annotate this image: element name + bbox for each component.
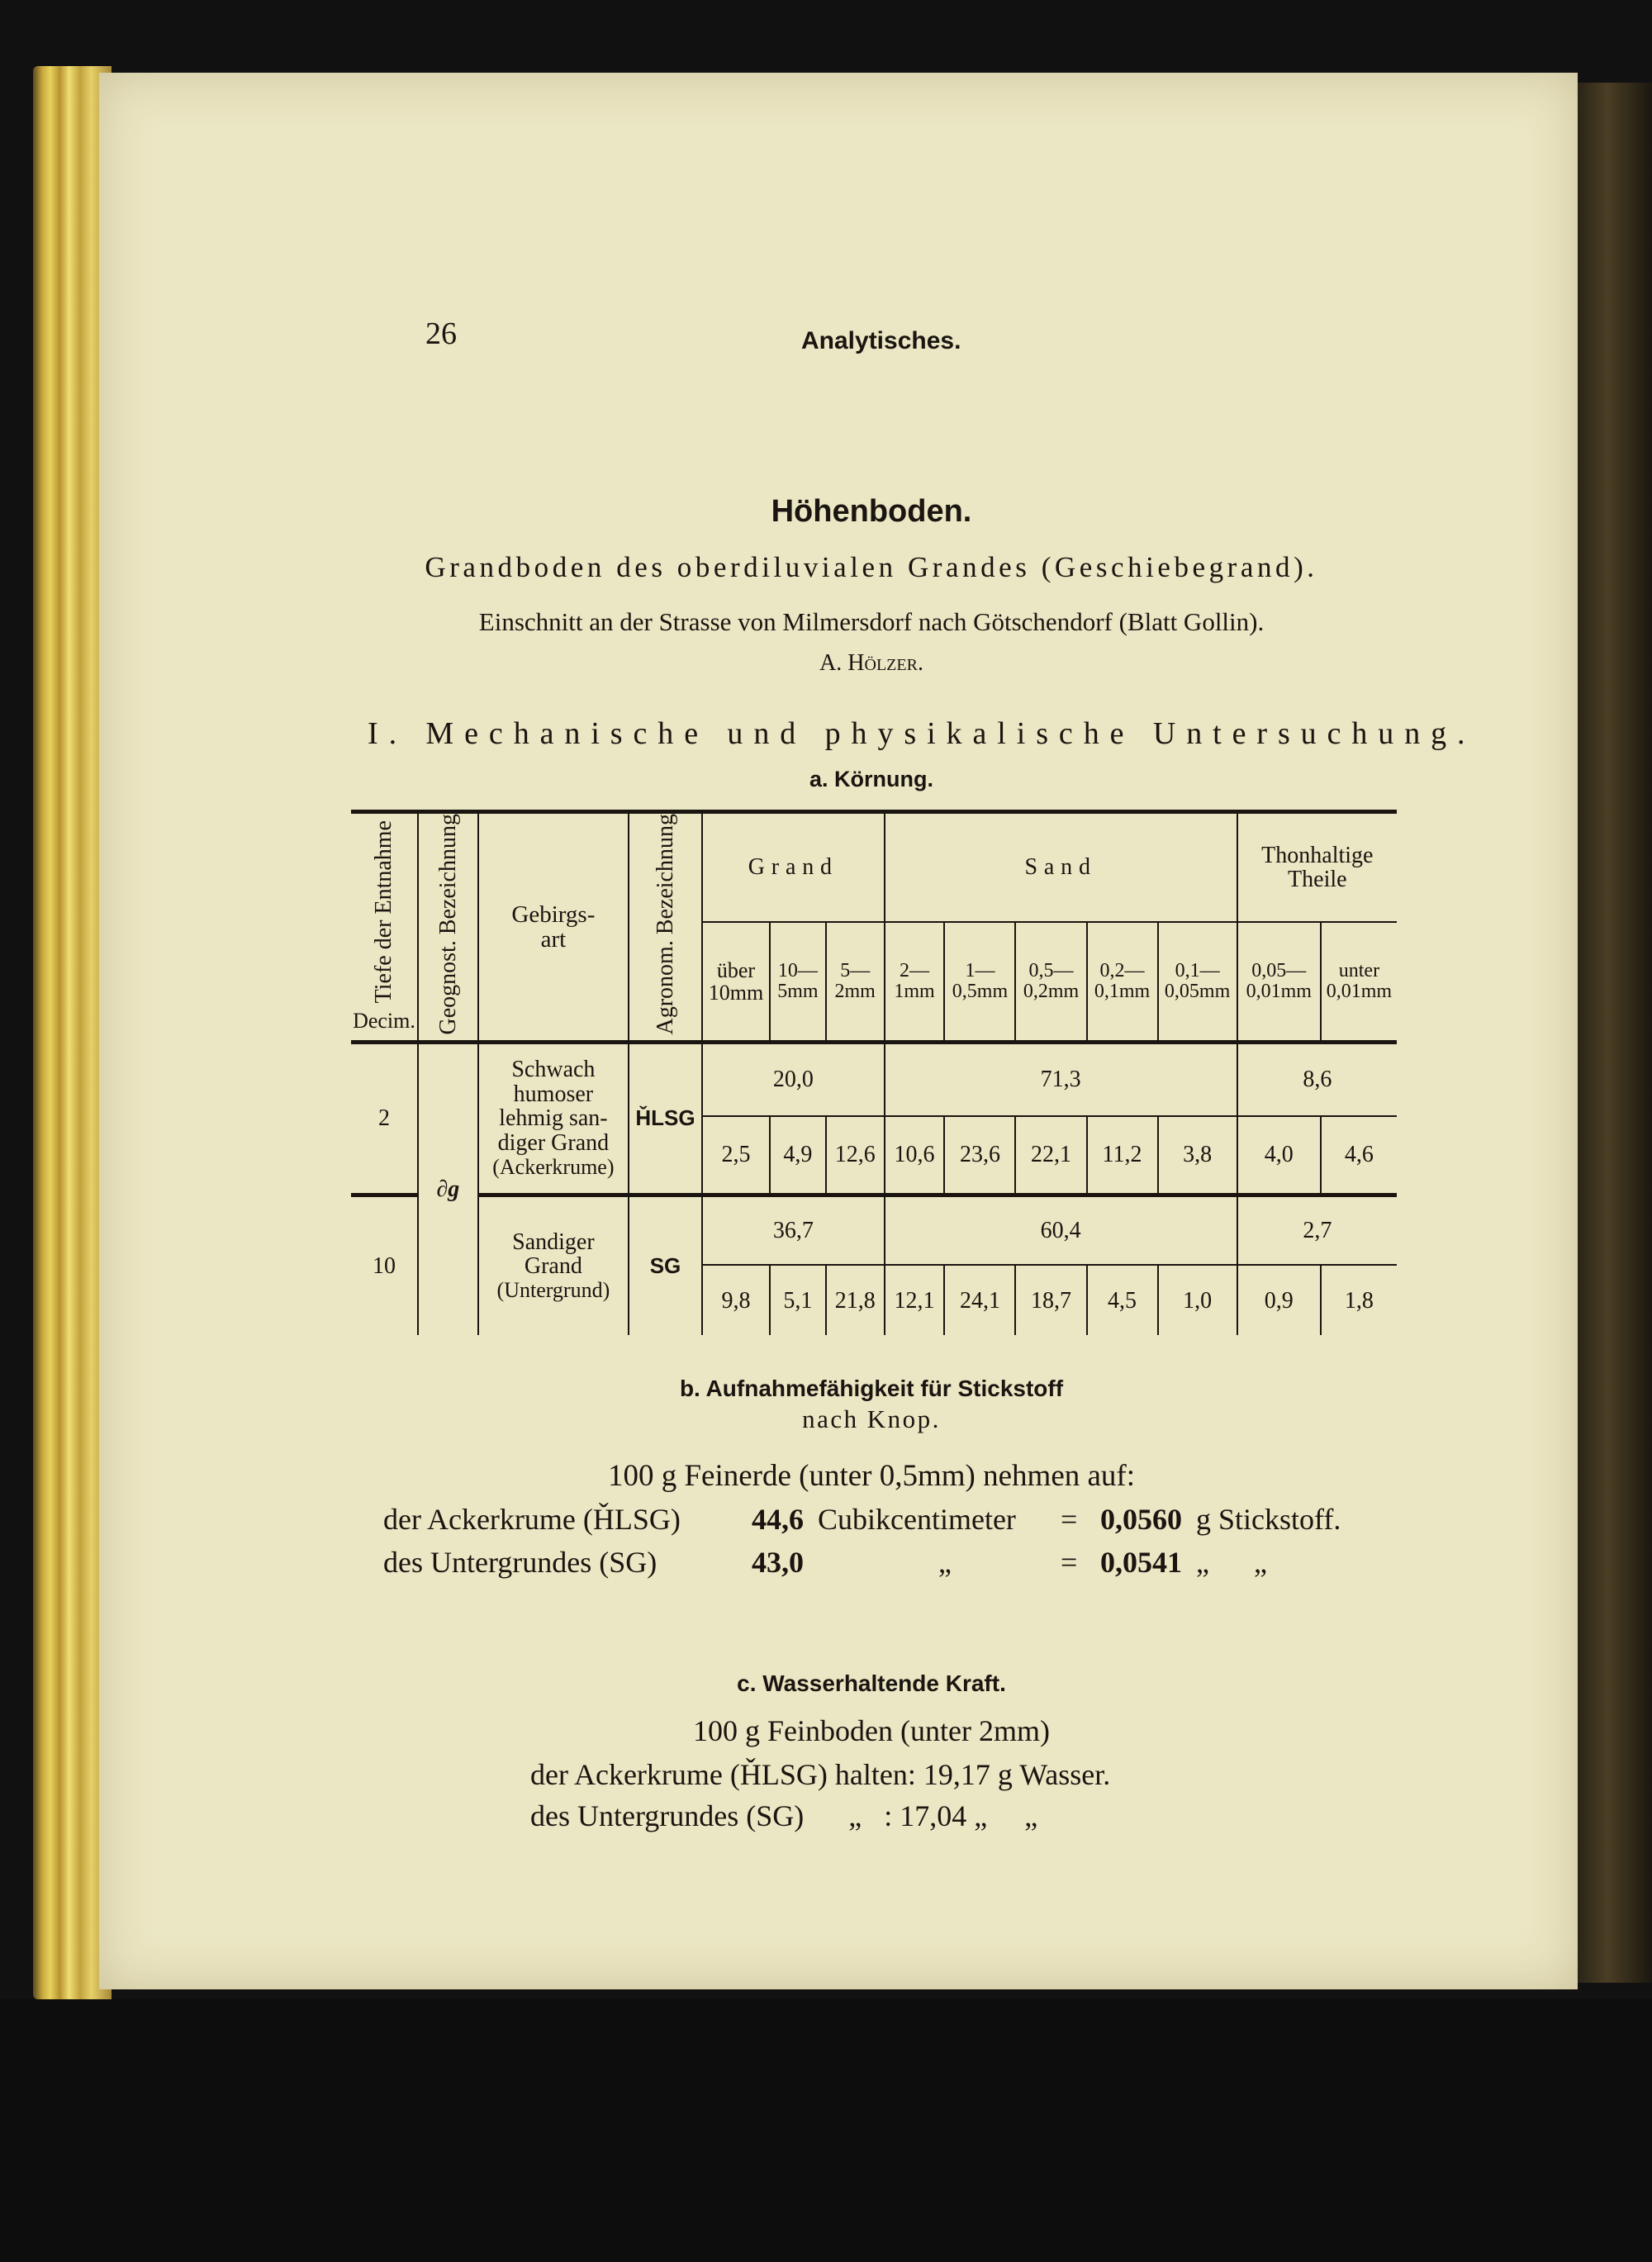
row1-value: 10,6 — [885, 1116, 945, 1195]
row2-depth: 10 — [351, 1195, 418, 1335]
b-line2-tail: „ „ — [1196, 1546, 1267, 1579]
row1-value: 12,6 — [826, 1116, 885, 1195]
sub-col-4: 2— 1mm — [885, 922, 945, 1042]
row2-value: 21,8 — [826, 1265, 885, 1335]
row1-value: 3,8 — [1158, 1116, 1237, 1195]
header-sand: Sand — [885, 812, 1237, 923]
row1-value: 4,9 — [770, 1116, 826, 1195]
b-line1-unit: Cubikcentimeter — [818, 1503, 1016, 1536]
author: A. Hölzer. — [819, 650, 923, 676]
header-thon: Thonhaltige Theile — [1237, 812, 1397, 923]
header-depth-unit: Decim. — [353, 1009, 415, 1034]
subsection-b-subtitle: nach Knop. — [802, 1404, 941, 1433]
background — [0, 1999, 1652, 2262]
row2-gebirgsart-text: Sandiger Grand — [512, 1228, 595, 1279]
subsection-b-intro: 100 g Feinerde (unter 0,5mm) nehmen auf: — [607, 1459, 1136, 1493]
running-title: Analytisches. — [801, 327, 961, 354]
subsection-c-intro: 100 g Feinboden (unter 2mm) — [693, 1714, 1050, 1747]
row2-value: 18,7 — [1015, 1265, 1086, 1335]
row2-value: 12,1 — [885, 1265, 945, 1335]
header-agronom — [629, 812, 702, 1043]
header-gebirgsart-label: Gebirgs-art — [511, 901, 596, 953]
header-agronom-label: Agronom. Bezeichnung — [652, 814, 678, 1035]
sub-col-9: 0,05— 0,01mm — [1237, 922, 1321, 1042]
binding-shadow — [1578, 83, 1652, 1983]
row1-value: 4,0 — [1237, 1116, 1321, 1195]
sub-col-1: über 10mm — [702, 922, 770, 1042]
sub-col-10: unter 0,01mm — [1321, 922, 1397, 1042]
row1-sand-total: 71,3 — [885, 1042, 1237, 1116]
row1-value: 11,2 — [1087, 1116, 1158, 1195]
header-geognost — [418, 812, 478, 1043]
subtitle: Grandboden des oberdiluvialen Grandes (Geschiebegrand). — [425, 551, 1318, 583]
grain-size-table — [351, 810, 1397, 1335]
row2-gebirgsart — [478, 1195, 629, 1335]
sub-col-3: 5— 2mm — [826, 922, 885, 1042]
sub-col-5: 1— 0,5mm — [944, 922, 1015, 1042]
b-line1-result: 0,0560 — [1100, 1503, 1182, 1536]
b-line2-value: 43,0 — [752, 1546, 804, 1579]
subsection-c-title: c. Wasserhaltende Kraft. — [737, 1670, 1006, 1696]
page-title: Höhenboden. — [771, 494, 972, 529]
row1-depth: 2 — [351, 1042, 418, 1195]
b-line2-ditto: „ — [938, 1546, 952, 1579]
c-line1: der Ackerkrume (ȞLSG) halten: 19,17 g Wasser. — [530, 1758, 1111, 1791]
row2-value: 4,5 — [1087, 1265, 1158, 1335]
row2-value: 9,8 — [702, 1265, 770, 1335]
sub-col-2: 10— 5mm — [770, 922, 826, 1042]
row2-value: 1,8 — [1321, 1265, 1397, 1335]
row1-thon-total: 8,6 — [1237, 1042, 1397, 1116]
row2-agronom: SG — [629, 1195, 702, 1335]
row2-value: 5,1 — [770, 1265, 826, 1335]
header-geognost-label: Geognost. Bezeichnung — [434, 814, 461, 1035]
b-line2-label: des Untergrundes (SG) — [383, 1546, 657, 1579]
section-title: I. Mechanische und physikalische Untersuchung. — [368, 716, 1476, 751]
table-header-row — [351, 812, 1397, 923]
sub-col-7: 0,2— 0,1mm — [1087, 922, 1158, 1042]
sub-col-8: 0,1— 0,05mm — [1158, 922, 1237, 1042]
row1-agronom: ȞLSG — [629, 1042, 702, 1195]
row2-grand-total: 36,7 — [702, 1195, 885, 1265]
row2-value: 1,0 — [1158, 1265, 1237, 1335]
row1-value: 2,5 — [702, 1116, 770, 1195]
row1-value: 4,6 — [1321, 1116, 1397, 1195]
c-line2: des Untergrundes (SG) „ : 17,04 „ „ — [530, 1799, 1038, 1832]
b-line1-eq: = — [1061, 1503, 1078, 1536]
row2-thon-total: 2,7 — [1237, 1195, 1397, 1265]
table-row-2-totals — [351, 1195, 1397, 1265]
row1-gebirgsart-text: Schwach humoser lehmig san-diger Grand — [497, 1057, 610, 1156]
row1-gebirgsart — [478, 1042, 629, 1195]
b-line1-value: 44,6 — [752, 1503, 804, 1536]
row2-gebirgsart-note: (Untergrund) — [496, 1278, 610, 1303]
b-line2-result: 0,0541 — [1100, 1546, 1182, 1579]
b-line1-label: der Ackerkrume (ȞLSG) — [383, 1503, 681, 1536]
subsection-a-title: a. Körnung. — [809, 767, 933, 791]
header-gebirgsart — [478, 812, 629, 1043]
location-line: Einschnitt an der Strasse von Milmersdorf nach Götschendorf (Blatt Gollin). — [478, 607, 1265, 636]
page-number: 26 — [425, 316, 457, 351]
subsection-b-title: b. Aufnahmefähigkeit für Stickstoff — [679, 1376, 1064, 1401]
row1-value: 23,6 — [944, 1116, 1015, 1195]
row1-value: 22,1 — [1015, 1116, 1086, 1195]
row1-gebirgsart-note: (Ackerkrume) — [492, 1154, 615, 1179]
b-line1-tail: g Stickstoff. — [1196, 1503, 1341, 1536]
header-depth — [351, 812, 418, 1043]
b-line2-eq: = — [1061, 1546, 1078, 1579]
row2-value: 0,9 — [1237, 1265, 1321, 1335]
row2-sand-total: 60,4 — [885, 1195, 1237, 1265]
header-depth-label: Tiefe der Entnahme — [371, 820, 397, 1004]
table-row-1-totals — [351, 1042, 1397, 1116]
row2-value: 24,1 — [944, 1265, 1015, 1335]
geognost-symbol: ∂g — [418, 1042, 478, 1335]
sub-col-6: 0,5— 0,2mm — [1015, 922, 1086, 1042]
row1-grand-total: 20,0 — [702, 1042, 885, 1116]
header-grand: Grand — [702, 812, 885, 923]
